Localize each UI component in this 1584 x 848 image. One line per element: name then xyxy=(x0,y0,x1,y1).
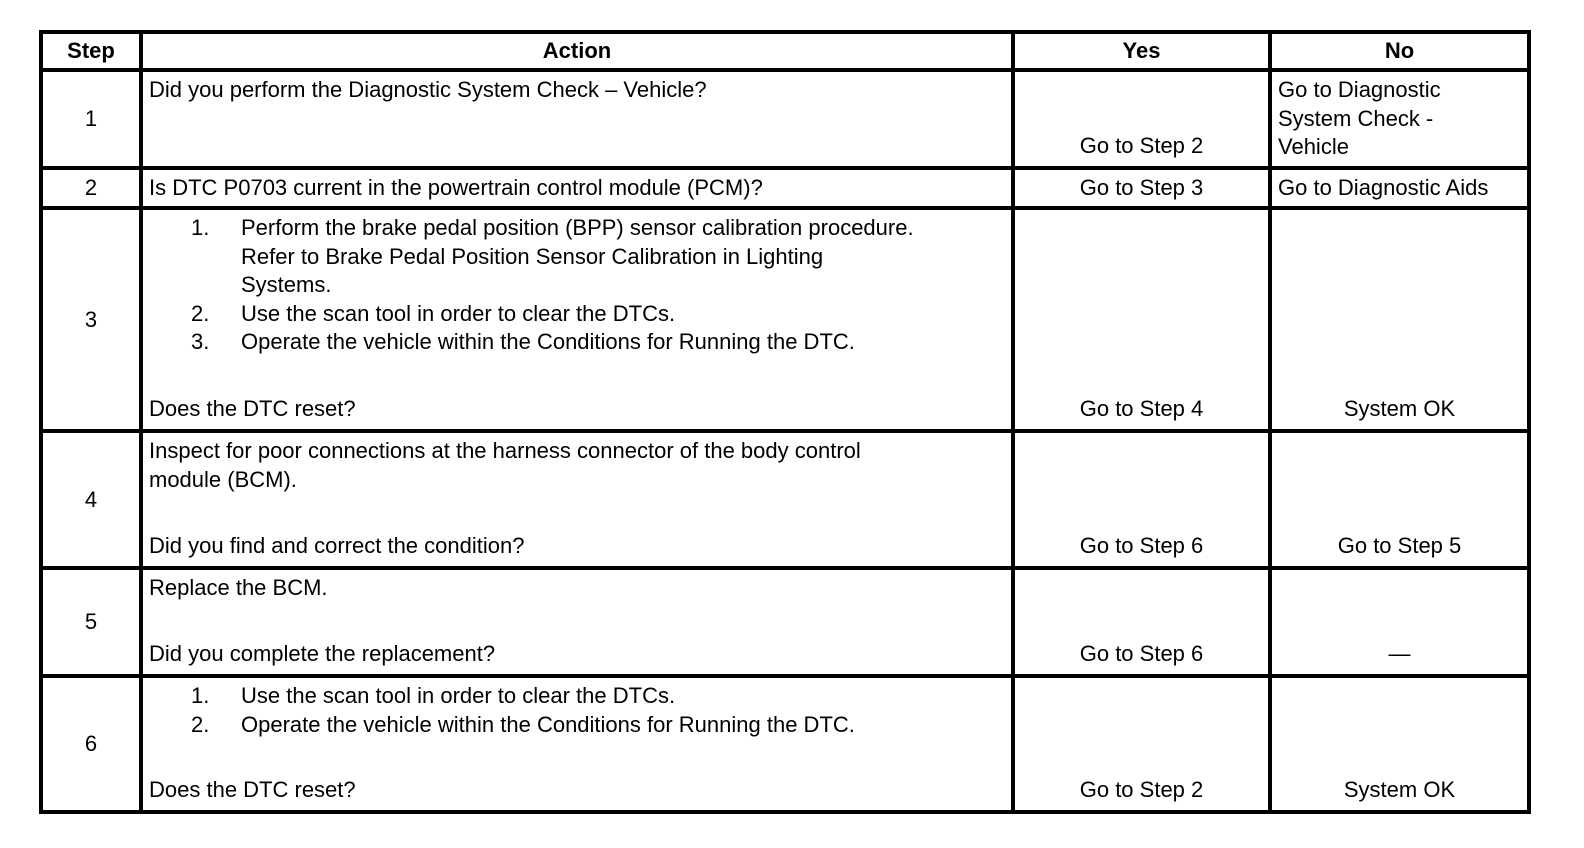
action-text: Did you perform the Diagnostic System Check – Vehicle? xyxy=(149,77,707,102)
no-cell xyxy=(1270,70,1529,168)
yes-result: Go to Step 2 xyxy=(1079,776,1204,802)
action-line: module (BCM). xyxy=(149,466,297,492)
table-row xyxy=(41,168,1529,208)
no-cell xyxy=(1270,676,1529,812)
list-number: 2. xyxy=(191,711,210,737)
step-number: 6 xyxy=(41,676,141,812)
table-row xyxy=(41,70,1529,168)
header-row xyxy=(41,32,1529,70)
header-no: No xyxy=(1270,32,1529,70)
list-line: Operate the vehicle within the Conditions for Running the DTC. xyxy=(241,329,855,354)
action-cell xyxy=(141,208,1013,431)
no-result: Go to Step 5 xyxy=(1337,532,1462,558)
action-text: Is DTC P0703 current in the powertrain control module (PCM)? xyxy=(149,174,763,200)
yes-result: Go to Step 6 xyxy=(1079,532,1204,558)
no-cell xyxy=(1270,208,1529,431)
no-result: System OK xyxy=(1343,776,1456,802)
yes-result: Go to Step 2 xyxy=(1079,132,1204,158)
list-line: Use the scan tool in order to clear the DTCs. xyxy=(241,300,676,326)
action-cell xyxy=(141,168,1013,208)
step-number: 2 xyxy=(41,168,141,208)
yes-cell xyxy=(1013,168,1270,208)
yes-cell xyxy=(1013,70,1270,168)
question-text: Does the DTC reset? xyxy=(149,776,356,802)
list-item xyxy=(143,214,1011,300)
table-row xyxy=(41,208,1529,431)
step-number: 1 xyxy=(41,70,141,168)
no-result: System OK xyxy=(1343,395,1456,421)
step-number: 4 xyxy=(41,431,141,568)
no-result xyxy=(1272,72,1527,162)
action-line: Inspect for poor connections at the harness connector of the body control xyxy=(149,438,861,463)
step-number: 5 xyxy=(41,568,141,676)
list-line: Operate the vehicle within the Conditions for Running the DTC. xyxy=(241,711,855,737)
yes-result: Go to Step 6 xyxy=(1079,640,1204,666)
list-number: 1. xyxy=(191,215,210,240)
header-action: Action xyxy=(141,32,1013,70)
no-cell xyxy=(1270,568,1529,676)
yes-result: Go to Step 4 xyxy=(1079,395,1204,421)
yes-cell xyxy=(1013,431,1270,568)
no-result: — xyxy=(1388,640,1411,666)
list-line: Perform the brake pedal position (BPP) sensor calibration procedure. xyxy=(241,215,914,240)
header-step: Step xyxy=(41,32,141,70)
list-number: 2. xyxy=(191,300,210,326)
table-row xyxy=(41,676,1529,812)
question-text: Did you complete the replacement? xyxy=(149,640,496,666)
list-item xyxy=(143,328,1011,357)
header-yes: Yes xyxy=(1013,32,1270,70)
question-text: Did you find and correct the condition? xyxy=(149,532,525,558)
list-item xyxy=(143,682,1011,711)
diagnostic-table xyxy=(39,30,1531,814)
list-number: 1. xyxy=(191,683,210,708)
procedure-list xyxy=(143,214,1011,357)
procedure-list xyxy=(143,682,1011,739)
yes-cell xyxy=(1013,676,1270,812)
no-result: Go to Diagnostic Aids xyxy=(1278,174,1489,200)
table-row xyxy=(41,431,1529,568)
list-item xyxy=(143,300,1011,329)
table-row xyxy=(41,568,1529,676)
no-line: System Check - xyxy=(1278,105,1434,131)
action-cell xyxy=(141,568,1013,676)
list-item xyxy=(143,711,1011,740)
step-number: 3 xyxy=(41,208,141,431)
list-line: Use the scan tool in order to clear the DTCs. xyxy=(241,683,676,708)
action-line: Replace the BCM. xyxy=(149,575,328,600)
list-number: 3. xyxy=(191,329,210,354)
yes-cell xyxy=(1013,568,1270,676)
no-line: Go to Diagnostic xyxy=(1278,77,1441,102)
yes-cell xyxy=(1013,208,1270,431)
action-cell xyxy=(141,70,1013,168)
yes-result: Go to Step 3 xyxy=(1079,174,1204,200)
no-line: Vehicle xyxy=(1278,134,1349,159)
question-text: Does the DTC reset? xyxy=(149,395,356,421)
no-cell xyxy=(1270,431,1529,568)
action-cell xyxy=(141,431,1013,568)
action-cell xyxy=(141,676,1013,812)
list-line: Systems. xyxy=(241,272,332,297)
no-cell xyxy=(1270,168,1529,208)
list-line: Refer to Brake Pedal Position Sensor Calibration in Lighting xyxy=(241,243,824,269)
